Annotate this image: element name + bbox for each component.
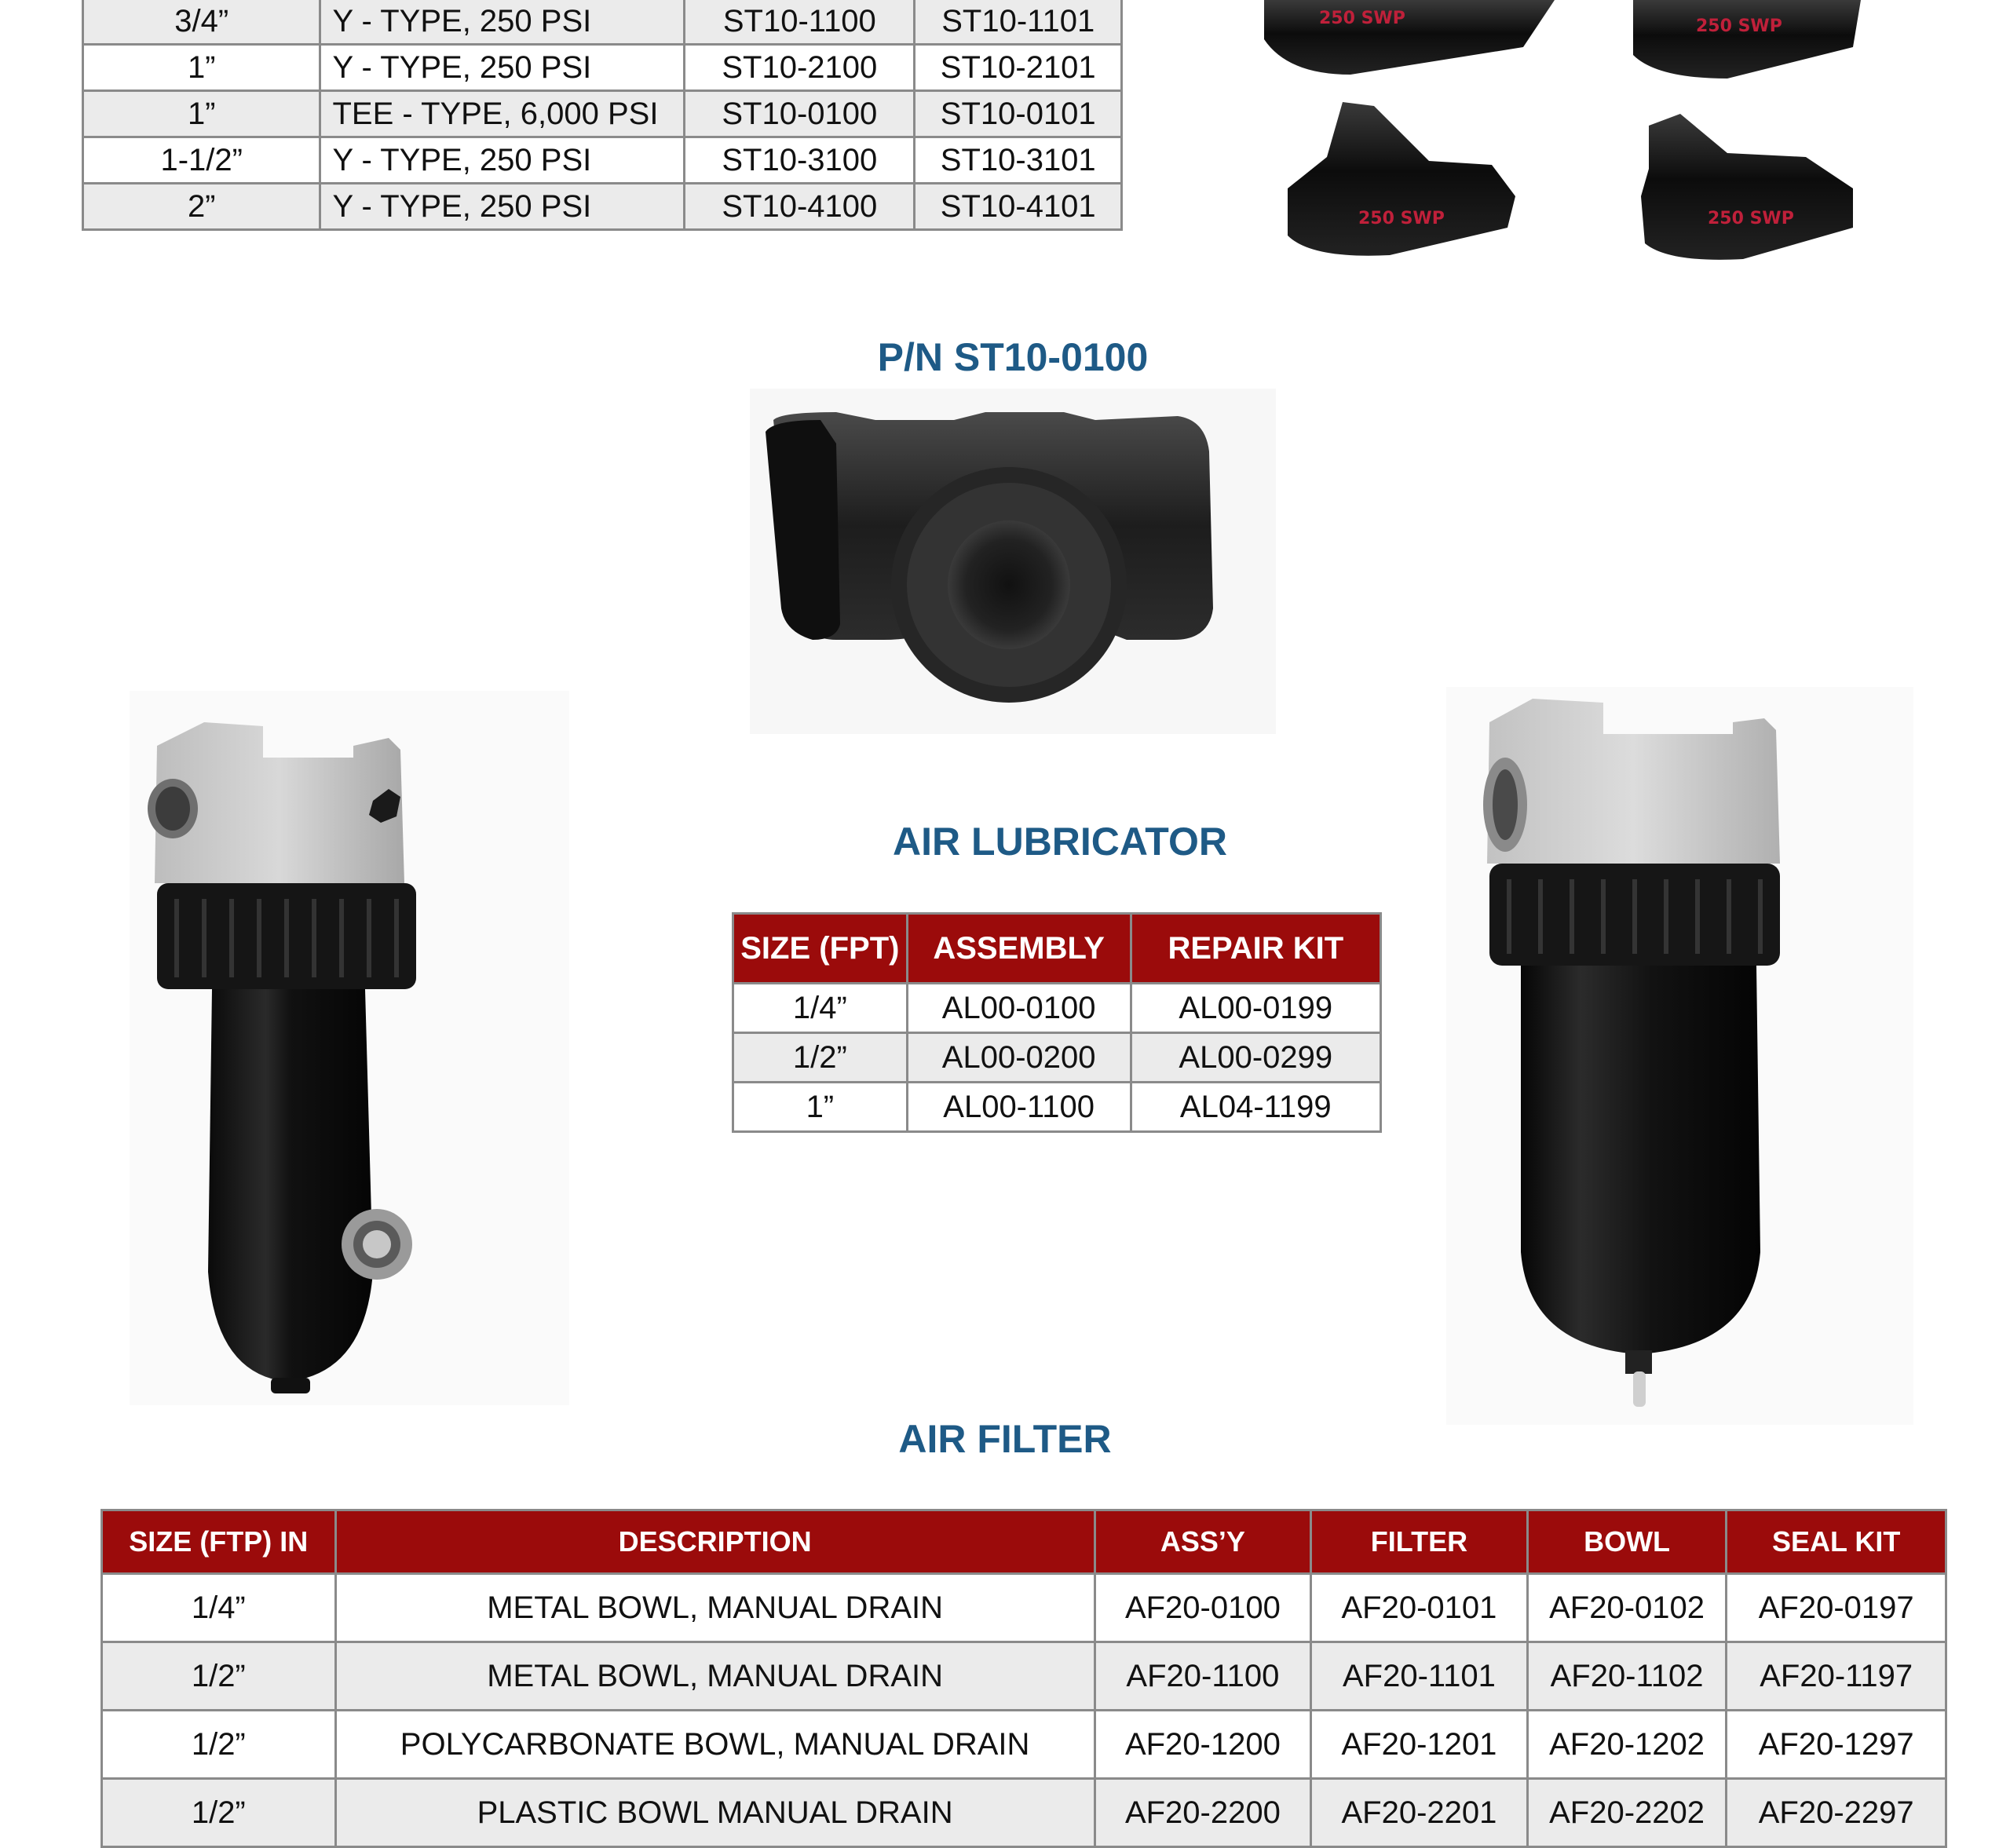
table-row [733,984,1381,1033]
air-lubricator-photo [130,691,569,1405]
description-cell: TEE - TYPE, 6,000 PSI [320,91,685,137]
assembly-cell: ST10-1100 [685,0,915,45]
column-header: BOWL [1527,1510,1727,1574]
screen-cell: ST10-1101 [915,0,1122,45]
description-cell: Y - TYPE, 250 PSI [320,45,685,91]
marking-text: 250 SWP [1358,209,1445,228]
seal-kit-cell: AF20-1297 [1727,1711,1946,1779]
table-row [83,45,1122,91]
bowl-cell: AF20-2202 [1527,1779,1727,1847]
table-row [102,1574,1946,1642]
description-cell: METAL BOWL, MANUAL DRAIN [335,1574,1095,1642]
size-cell: 1” [83,45,320,91]
size-cell: 1/2” [102,1711,336,1779]
table-row [83,184,1122,230]
y-strainer-image [1264,0,1555,75]
screen-cell: ST10-3101 [915,137,1122,184]
size-cell: 1” [83,91,320,137]
size-cell: 1” [733,1083,908,1132]
table-row [83,91,1122,137]
description-cell: Y - TYPE, 250 PSI [320,184,685,230]
table-row [733,1033,1381,1083]
air-lubricator-table [732,912,1382,1133]
column-header: ASS’Y [1095,1510,1311,1574]
bowl-cell: AF20-1202 [1527,1711,1727,1779]
marking-text: 250 SWP [1708,209,1794,228]
description-cell: Y - TYPE, 250 PSI [320,0,685,45]
screen-cell: ST10-4101 [915,184,1122,230]
filter-cell: AF20-0101 [1311,1574,1528,1642]
assembly-cell: AL00-1100 [907,1083,1131,1132]
size-cell: 1/2” [733,1033,908,1083]
table-row [102,1711,1946,1779]
column-header: SIZE (FPT) [733,914,908,984]
repair-kit-cell: AL00-0299 [1131,1033,1380,1083]
size-cell: 1/4” [102,1574,336,1642]
assembly-cell: ST10-2100 [685,45,915,91]
assembly-cell: ST10-3100 [685,137,915,184]
table-header-row [102,1510,1946,1574]
size-cell: 3/4” [83,0,320,45]
assy-cell: AF20-1100 [1095,1642,1311,1711]
column-header: SEAL KIT [1727,1510,1946,1574]
assy-cell: AF20-0100 [1095,1574,1311,1642]
seal-kit-cell: AF20-0197 [1727,1574,1946,1642]
description-cell: POLYCARBONATE BOWL, MANUAL DRAIN [335,1711,1095,1779]
marking-text: 250 SWP [1696,16,1782,36]
filter-cell: AF20-1101 [1311,1642,1528,1711]
seal-kit-cell: AF20-1197 [1727,1642,1946,1711]
description-cell: Y - TYPE, 250 PSI [320,137,685,184]
table-row [83,137,1122,184]
y-strainer-photos [1256,0,1869,275]
y-strainer-image [1288,102,1515,256]
bowl-cell: AF20-0102 [1527,1574,1727,1642]
filter-cell: AF20-2201 [1311,1779,1528,1847]
repair-kit-cell: AL04-1199 [1131,1083,1380,1132]
bowl-cell: AF20-1102 [1527,1642,1727,1711]
filter-cell: AF20-1201 [1311,1711,1528,1779]
assembly-cell: AL00-0100 [907,984,1131,1033]
column-header: FILTER [1311,1510,1528,1574]
column-header: ASSEMBLY [907,914,1131,984]
column-header: DESCRIPTION [335,1510,1095,1574]
size-cell: 1-1/2” [83,137,320,184]
repair-kit-cell: AL00-0199 [1131,984,1380,1033]
y-strainer-image [1633,0,1861,79]
assy-cell: AF20-2200 [1095,1779,1311,1847]
table-row [102,1779,1946,1847]
description-cell: PLASTIC BOWL MANUAL DRAIN [335,1779,1095,1847]
size-cell: 1/4” [733,984,908,1033]
assy-cell: AF20-1200 [1095,1711,1311,1779]
seal-kit-cell: AF20-2297 [1727,1779,1946,1847]
column-header: REPAIR KIT [1131,914,1380,984]
marking-text: 250 SWP [1319,9,1405,28]
air-filter-photo [1446,687,1913,1425]
screen-cell: ST10-2101 [915,45,1122,91]
size-cell: 1/2” [102,1779,336,1847]
table-row [733,1083,1381,1132]
table-row [83,0,1122,45]
description-cell: METAL BOWL, MANUAL DRAIN [335,1642,1095,1711]
size-cell: 2” [83,184,320,230]
y-strainer-image [1641,114,1853,260]
size-cell: 1/2” [102,1642,336,1711]
assembly-cell: ST10-0100 [685,91,915,137]
assembly-cell: AL00-0200 [907,1033,1131,1083]
strainer-table [82,0,1123,231]
air-filter-heading: AIR FILTER [898,1417,1112,1461]
air-filter-table [100,1509,1947,1848]
tee-strainer-photo [750,389,1276,734]
table-row [102,1642,1946,1711]
air-lubricator-heading: AIR LUBRICATOR [893,820,1227,864]
screen-cell: ST10-0101 [915,91,1122,137]
table-header-row [733,914,1381,984]
column-header: SIZE (FTP) IN [102,1510,336,1574]
tee-strainer-heading: P/N ST10-0100 [877,335,1149,379]
assembly-cell: ST10-4100 [685,184,915,230]
